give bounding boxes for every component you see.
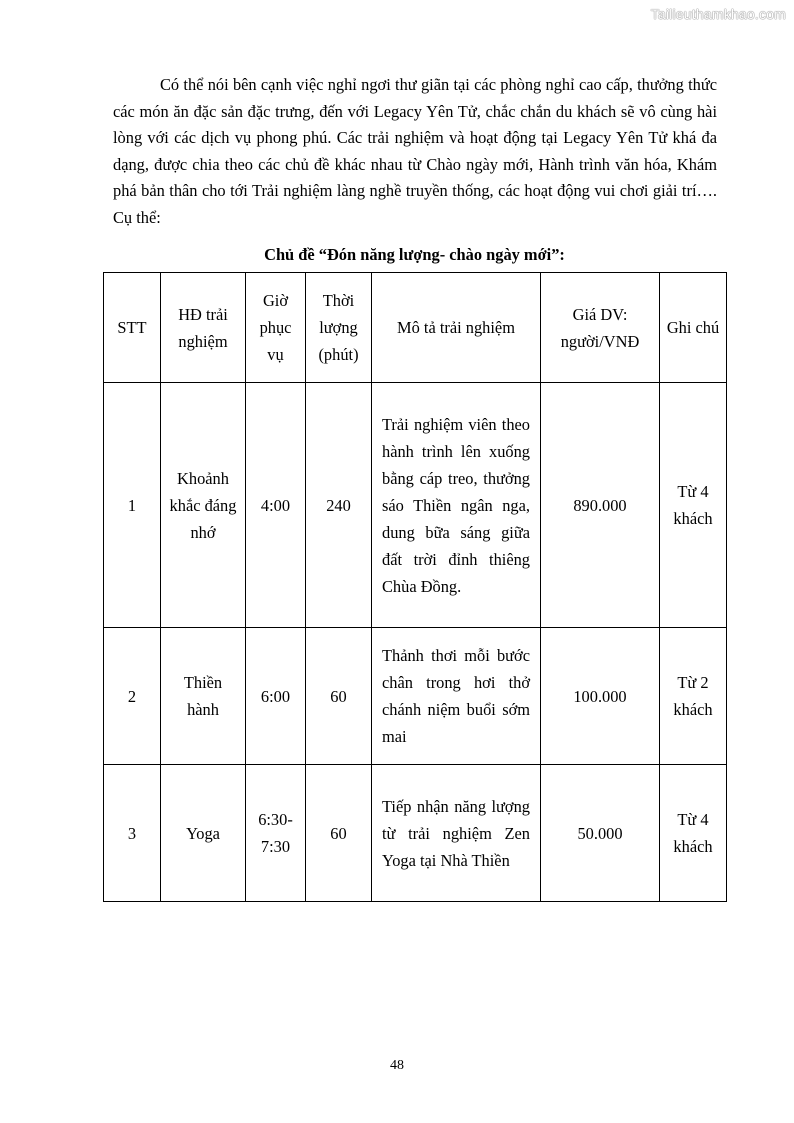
header-stt: STT — [104, 273, 161, 383]
table-row — [104, 383, 727, 628]
table-header-row — [104, 273, 727, 383]
header-description: Mô tả trải nghiệm — [372, 273, 541, 383]
cell-note: Từ 2 khách — [660, 628, 727, 765]
body-paragraph: Có thể nói bên cạnh việc nghỉ ngơi thư giãn tại các phòng nghỉ cao cấp, thưởng thức các món ăn đặc sản đặc trưng, đến với Legacy Yên Tử, chắc chắn du khách sẽ vô cùng hài lòng với các dịch vụ phong phú. Các trải nghiệm và hoạt động tại Legacy Yên Tử khá đa dạng, được chia theo các chủ đề khác nhau từ Chào ngày mới, Hành trình văn hóa, Khám phá bản thân cho tới Trải nghiệm làng nghề truyền thống, các hoạt động vui chơi giải trí…. Cụ thể: — [113, 75, 717, 227]
cell-time: 4:00 — [246, 383, 306, 628]
cell-activity: Khoảnh khắc đáng nhớ — [161, 383, 246, 628]
header-duration: Thời lượng (phút) — [306, 273, 372, 383]
cell-price: 100.000 — [541, 628, 660, 765]
services-table — [103, 272, 727, 902]
table-row — [104, 628, 727, 765]
table-caption: Chủ đề “Đón năng lượng- chào ngày mới”: — [264, 245, 565, 264]
cell-activity: Yoga — [161, 765, 246, 902]
header-activity: HĐ trải nghiệm — [161, 273, 246, 383]
cell-duration: 240 — [306, 383, 372, 628]
cell-duration: 60 — [306, 628, 372, 765]
cell-activity: Thiền hành — [161, 628, 246, 765]
header-price: Giá DV: người/VNĐ — [541, 273, 660, 383]
cell-note: Từ 4 khách — [660, 383, 727, 628]
header-note: Ghi chú — [660, 273, 727, 383]
cell-time: 6:30-7:30 — [246, 765, 306, 902]
cell-description: Tiếp nhận năng lượng từ trải nghiệm Zen Yoga tại Nhà Thiền — [372, 765, 541, 902]
cell-stt: 2 — [104, 628, 161, 765]
cell-price: 50.000 — [541, 765, 660, 902]
cell-time: 6:00 — [246, 628, 306, 765]
watermark-text: Tailieuthamkhao.com — [650, 6, 786, 22]
table-row — [104, 765, 727, 902]
cell-duration: 60 — [306, 765, 372, 902]
cell-note: Từ 4 khách — [660, 765, 727, 902]
page-number: 48 — [390, 1058, 404, 1073]
header-time: Giờ phục vụ — [246, 273, 306, 383]
cell-description: Thảnh thơi mỗi bước chân trong hơi thở chánh niệm buổi sớm mai — [372, 628, 541, 765]
cell-description: Trải nghiệm viên theo hành trình lên xuống bằng cáp treo, thưởng sáo Thiền ngân nga, dung bữa sáng giữa đất trời đỉnh thiêng Chùa Đồng. — [372, 383, 541, 628]
cell-stt: 3 — [104, 765, 161, 902]
cell-price: 890.000 — [541, 383, 660, 628]
cell-stt: 1 — [104, 383, 161, 628]
